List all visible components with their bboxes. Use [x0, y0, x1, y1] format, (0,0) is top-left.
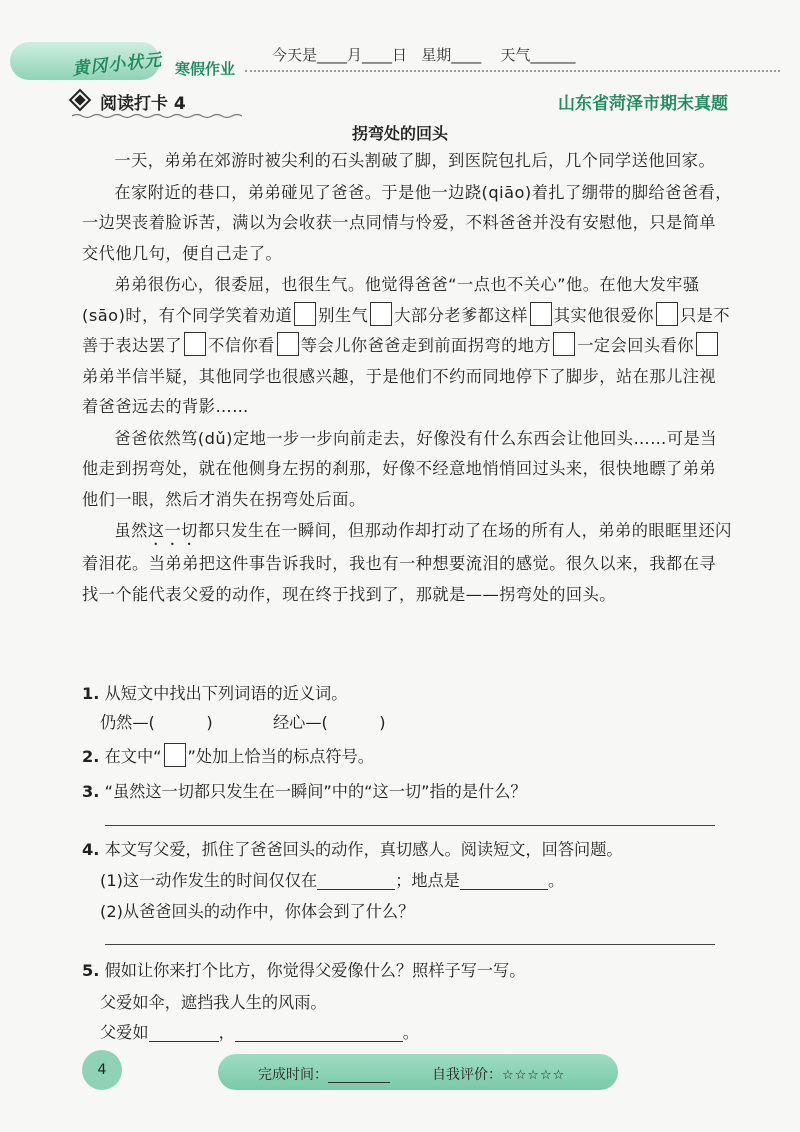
q4-sub2: (2)从爸爸回头的动作中，你体会到了什么？ — [100, 902, 415, 921]
p3-text-6: 不信你看 — [208, 336, 275, 355]
time-label: 完成时间： — [258, 1067, 328, 1083]
diamond-icon — [69, 89, 92, 112]
section-heading — [72, 89, 186, 114]
punctuation-box[interactable] — [184, 332, 206, 356]
paragraph-2: 在家附近的巷口，弟弟碰见了爸爸。于是他一边跷(qiāo)着扎了绷带的脚给爸爸看，一边哭丧着脸诉苦，满以为会收获一点同情与怜爱，不料爸爸并没有安慰他，只是简单交代他几句，便自己走了。 — [82, 182, 732, 263]
emphasized-phrase: 这一切 — [147, 521, 198, 540]
q3-answer-line[interactable] — [105, 825, 715, 826]
q1-answers — [100, 709, 750, 733]
q1-answer-b[interactable]: 经心—( ) — [272, 713, 386, 732]
p3-text-2: 别生气 — [318, 305, 369, 325]
header-divider — [245, 70, 780, 72]
self-evaluation — [432, 1064, 565, 1084]
paragraph-5 — [82, 516, 732, 610]
article-body — [82, 146, 732, 611]
punctuation-box[interactable] — [553, 332, 575, 356]
q3-number: 3. — [82, 782, 100, 801]
p3-text-8: 一定会回头看你 — [577, 336, 694, 355]
exam-source: 山东省菏泽市期末真题 — [558, 94, 728, 114]
punctuation-box[interactable] — [530, 302, 552, 326]
p3-text-4: 其实他很爱你 — [553, 305, 654, 325]
punctuation-box[interactable] — [370, 302, 392, 326]
q5-blank-2[interactable] — [235, 1023, 403, 1042]
article-title: 拐弯处的回头 — [351, 124, 448, 143]
p3-text-9: 弟弟半信半疑，其他同学也很感兴趣，于是他们不约而同地停下了脚步，站在那儿注视着爸爸远去的背影…… — [82, 366, 717, 416]
q1-text: 从短文中找出下列词语的近义词。 — [104, 684, 348, 703]
question-4 — [82, 836, 732, 860]
punctuation-box[interactable] — [277, 332, 299, 356]
section-label: 阅读打卡 4 — [100, 94, 186, 114]
date-line: 今天是____月____日 星期____ 天气______ — [272, 46, 576, 64]
p5-text-pre: 虽然 — [114, 521, 148, 540]
question-2 — [82, 743, 732, 767]
q3-text: “虽然这一切都只发生在一瞬间”中的“这一切”指的是什么？ — [104, 782, 527, 801]
q5-blank-1[interactable] — [149, 1023, 219, 1042]
completion-time — [258, 1064, 390, 1084]
q5-pre: 父爱如 — [100, 1023, 149, 1042]
wavy-underline — [72, 113, 242, 119]
paragraph-3 — [82, 270, 732, 423]
q2-text-post: ”处加上恰当的标点符号。 — [187, 747, 374, 766]
question-3 — [82, 778, 732, 802]
q5-example: 父爱如伞，遮挡我人生的风雨。 — [100, 993, 327, 1012]
q5-fill — [100, 1019, 750, 1043]
q4-place-blank[interactable] — [460, 871, 548, 890]
q5-end: 。 — [402, 1023, 419, 1042]
q4-time-blank[interactable] — [317, 871, 395, 890]
q5-text: 假如让你来打个比方，你觉得父爱像什么？照样子写一写。 — [104, 961, 526, 980]
star-rating[interactable]: ☆☆☆☆☆ — [502, 1068, 566, 1083]
q2-text-pre: 在文中“ — [104, 747, 162, 766]
punctuation-box[interactable] — [696, 332, 718, 356]
q5-mid: ， — [218, 1023, 235, 1042]
question-1 — [82, 680, 732, 704]
q2-number: 2. — [82, 747, 100, 766]
brand-script: 黄冈小状元 — [71, 50, 164, 80]
p3-text-7: 等会儿你爸爸走到前面拐弯的地方 — [300, 336, 552, 355]
page-number: 4 — [82, 1050, 122, 1090]
punctuation-box[interactable] — [656, 302, 678, 326]
question-5 — [82, 957, 732, 981]
q1-number: 1. — [82, 684, 100, 703]
q4-text: 本文写父爱，抓住了爸爸回头的动作，真切感人。阅读短文，回答问题。 — [104, 840, 623, 859]
brand-subtitle: 寒假作业 — [175, 60, 236, 78]
q4-sub1-end: 。 — [547, 871, 565, 890]
q1-answer-a[interactable]: 仍然—( ) — [100, 713, 213, 732]
q4-number: 4. — [82, 840, 100, 859]
paragraph-1: 一天，弟弟在郊游时被尖利的石头割破了脚，到医院包扎后，几个同学送他回家。 — [114, 151, 716, 170]
brand-logo — [10, 36, 245, 82]
paragraph-4: 爸爸依然笃(dǔ)定地一步一步向前走去，好像没有什么东西会让他回头……可是当他走到拐弯处，就在他侧身左拐的刹那，好像不经意地悄悄回过头来，很快地瞟了弟弟他们一眼，然后才消失在拐弯处后面。 — [82, 428, 717, 509]
p3-text-1: 弟弟很伤心，很委屈，也很生气。他觉得爸爸“一点也不关心”他。在他大发牢骚(sāo)时，有个同学笑着劝道 — [82, 275, 700, 325]
q5-number: 5. — [82, 961, 100, 980]
p3-text-5: 只是不善于表达罢了 — [82, 305, 731, 355]
q4-sub1-pre: (1)这一动作发生的时间仅仅在 — [100, 871, 318, 890]
eval-label: 自我评价： — [432, 1067, 502, 1083]
p3-text-3: 大部分老爹都这样 — [394, 305, 528, 325]
punctuation-box[interactable] — [294, 302, 316, 326]
q4-sub1 — [100, 867, 750, 891]
box-icon — [164, 743, 186, 767]
q4-answer-line[interactable] — [105, 944, 715, 945]
time-blank[interactable] — [328, 1068, 390, 1083]
p5-text-post: 都只发生在一瞬间，但那动作却打动了在场的所有人，弟弟的眼眶里还闪着泪花。当弟弟把这件事告诉我时，我也有一种想要流泪的感觉。很久以来，我都在寻找一个能代表父爱的动作，现在终于找到了，那就是——拐弯处的回头。 — [82, 521, 732, 604]
q4-sub1-mid: ；地点是 — [395, 871, 460, 890]
